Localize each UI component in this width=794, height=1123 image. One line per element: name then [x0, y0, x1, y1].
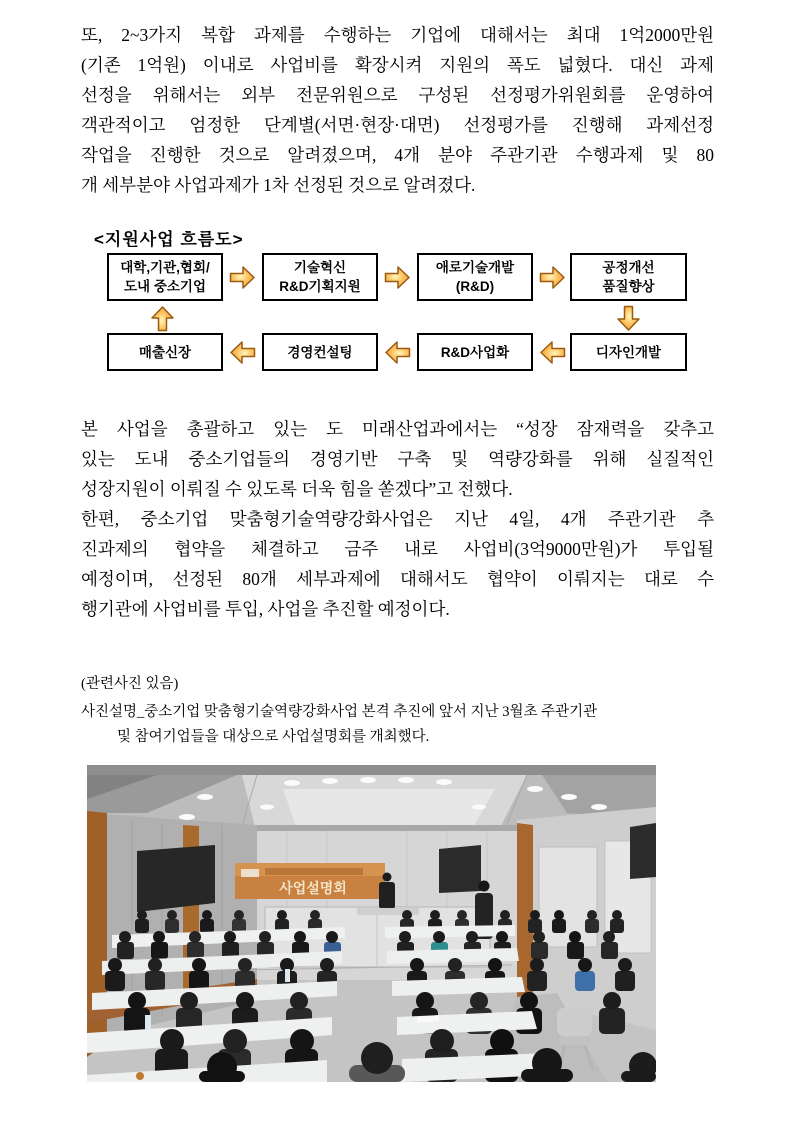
text-line: 선정을 위해서는 외부 전문위원으로 구성된 선정평가위원회를 운영하여	[81, 85, 714, 105]
text-line: 성장지원이 이뤄질 수 있도록 더욱 힘을 쏟겠다”고 전했다.	[81, 479, 513, 499]
text-line: 객관적이고 엄정한 단계별(서면·현장·대면) 선정평가를 진행해 과제선정	[81, 115, 714, 135]
flow-arrow-left-icon	[229, 339, 256, 366]
tv-screen	[137, 845, 215, 912]
flow-box-label: 애로기술개발	[435, 260, 515, 275]
flow-arrow-up-icon	[149, 305, 176, 332]
paragraph-support-expansion	[81, 20, 714, 200]
tv-screen	[630, 823, 656, 879]
support-flow-diagram	[81, 251, 714, 375]
flow-box-label: (R&D)	[455, 279, 495, 294]
caption-line: 사진설명_중소기업 맞춤형기술역량강화사업 본격 추진에 앞서 지난 3월초 주관기관	[81, 704, 598, 720]
text-line: 진과제의 협약을 체결하고 금주 내로 사업비(3억9000만원)가 투입될	[81, 539, 714, 559]
flow-box-label: 대학,기관,협회/	[120, 260, 210, 275]
water-bottle	[285, 969, 290, 982]
text-line: 행기관에 사업비를 투입, 사업을 추진할 예정이다.	[81, 599, 450, 619]
text-line: 본 사업을 총괄하고 있는 도 미래산업과에서는 “성장 잠재력을 갖추고	[81, 419, 714, 439]
photo-availability-note: (관련사진 있음)	[81, 676, 179, 692]
orange-item	[136, 1072, 144, 1080]
flow-box-label: 디자인개발	[595, 344, 662, 360]
flow-box-label: 기술혁신	[293, 260, 347, 275]
text-line: 또, 2~3가지 복합 과제를 수행하는 기업에 대해서는 최대 1억2000만원	[81, 25, 714, 45]
flow-arrow-left-icon	[539, 339, 566, 366]
water-bottle	[145, 1015, 151, 1030]
flow-arrow-right-icon	[384, 264, 411, 291]
flow-arrow-down-icon	[615, 305, 642, 332]
flow-box-label: 경영컨설팅	[287, 344, 353, 360]
flow-box-design-dev	[570, 333, 687, 371]
text-line: 한편, 중소기업 맞춤형기술역량강화사업은 지난 4일, 4개 주관기관 추	[81, 509, 714, 529]
flow-box-process-improvement	[570, 253, 687, 301]
flow-box-label: 공정개선	[602, 260, 655, 275]
flow-box-universities	[107, 253, 223, 301]
flow-arrow-right-icon	[539, 264, 566, 291]
flow-arrow-left-icon	[384, 339, 411, 366]
event-banner	[235, 863, 385, 899]
flow-box-consulting	[262, 333, 378, 371]
caption-line: 및 참여기업들을 대상으로 사업설명회를 개최했다.	[117, 729, 430, 745]
text-line: 개 세부분야 사업과제가 1차 선정된 것으로 알려졌다.	[81, 175, 476, 195]
text-line: 있는 도내 중소기업들의 경영기반 구축 및 역량강화를 위해 실질적인	[81, 449, 714, 469]
flow-box-rnd-planning	[262, 253, 378, 301]
paragraph-official-statement	[81, 414, 714, 624]
flow-box-rnd-commercialization	[417, 333, 533, 371]
flow-arrow-right-icon	[229, 264, 256, 291]
text-line: 예정이며, 선정된 80개 세부과제에 대해서도 협약이 이뤄지는 대로 수	[81, 569, 714, 589]
flow-box-sales-growth	[107, 333, 223, 371]
text-line: (기존 1억원) 이내로 사업비를 확장시켜 지원의 폭도 넓혔다. 대신 과제	[81, 55, 714, 75]
photo-banner-text: 사업설명회	[279, 880, 347, 896]
flow-box-label: 매출신장	[138, 344, 192, 360]
tv-screen	[439, 845, 481, 893]
photo-caption	[81, 700, 726, 750]
seminar-photo	[87, 765, 656, 1082]
flow-box-label: R&D사업화	[440, 344, 510, 360]
flow-box-label: R&D기획지원	[279, 279, 361, 294]
flow-box-label: 도내 중소기업	[124, 279, 206, 294]
text-line: 작업을 진행한 것으로 알려졌으며, 4개 분야 주관기관 수행과제 및 80	[81, 145, 714, 165]
flowchart-title: <지원사업 흐름도>	[94, 230, 244, 249]
flow-box-label: 품질향상	[602, 279, 655, 294]
flow-box-bottleneck-rnd	[417, 253, 533, 301]
